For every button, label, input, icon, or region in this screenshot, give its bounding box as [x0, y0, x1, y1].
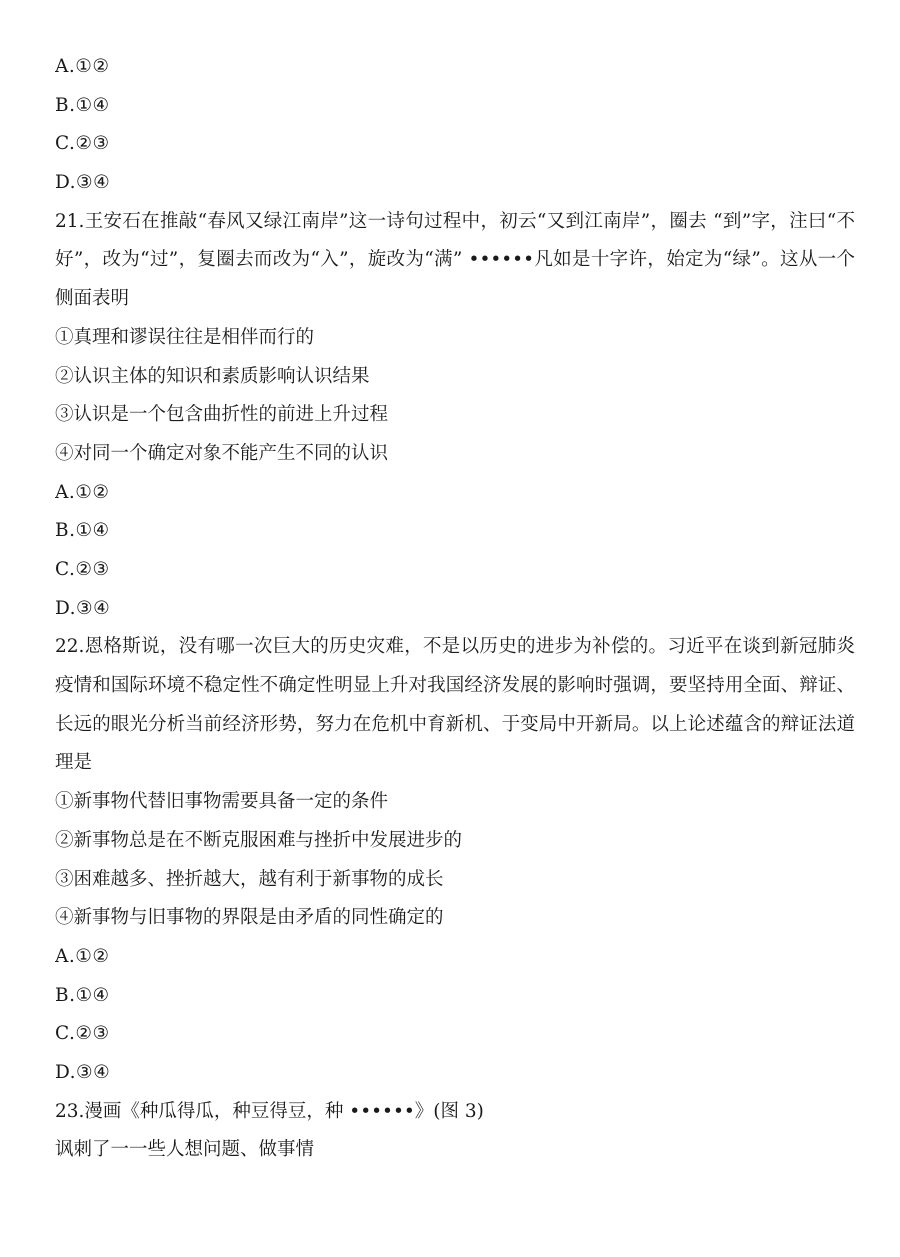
q22-statement-2: ②新事物总是在不断克服困难与挫折中发展进步的 [55, 829, 463, 851]
q22-option-a: A.①② [55, 945, 110, 967]
option-c: C.②③ [55, 133, 110, 155]
q22-option-b: B.①④ [55, 984, 110, 1006]
question-23 [55, 1093, 855, 1170]
question-21-stem: 21.王安石在推敲“春风又绿江南岸”这一诗句过程中，初云“又到江南岸”，圈去 “到”字，注曰“不好”，改为“过”，复圈去而改为“入”，旋改为“满” ••••••凡如是十字许，始定为“绿”。这从一个侧面表明 [55, 210, 855, 310]
question-22-stem: 22.恩格斯说，没有哪一次巨大的历史灾难，不是以历史的进步为补偿的。习近平在谈到新冠肺炎疫情和国际环境不稳定性不确定性明显上升对我国经济发展的影响时强调，要坚持用全面、辩证、长远的眼光分析当前经济形势，努力在危机中育新机、于变局中开新局。以上论述蕴含的辩证法道理是 [55, 636, 855, 774]
option-b: B.①④ [55, 94, 110, 116]
q21-statement-4: ④对同一个确定对象不能产生不同的认识 [55, 442, 389, 464]
question-23-stem: 23.漫画《种瓜得瓜，种豆得豆，种 ••••••》(图 3) [55, 1100, 484, 1122]
q22-option-d: D.③④ [55, 1061, 111, 1083]
q22-statement-1: ①新事物代替旧事物需要具备一定的条件 [55, 791, 389, 813]
question-23-continuation: 讽刺了一一些人想问题、做事情 [55, 1139, 315, 1161]
q22-option-c: C.②③ [55, 1023, 110, 1045]
q21-statement-3: ③认识是一个包含曲折性的前进上升过程 [55, 404, 389, 426]
q21-statement-1: ①真理和谬误往往是相伴而行的 [55, 326, 315, 348]
q22-statement-3: ③困难越多、挫折越大，越有利于新事物的成长 [55, 868, 444, 890]
q22-statement-4: ④新事物与旧事物的界限是由矛盾的同性确定的 [55, 907, 444, 929]
question-22 [55, 628, 855, 1092]
exam-page [55, 48, 855, 1170]
option-d: D.③④ [55, 172, 111, 194]
q21-option-d: D.③④ [55, 597, 111, 619]
q21-option-b: B.①④ [55, 520, 110, 542]
prev-question-options [55, 48, 855, 203]
q21-option-c: C.②③ [55, 558, 110, 580]
option-a: A.①② [55, 56, 110, 77]
q21-statement-2: ②认识主体的知识和素质影响认识结果 [55, 365, 370, 387]
q21-option-a: A.①② [55, 481, 110, 503]
question-21 [55, 203, 855, 629]
